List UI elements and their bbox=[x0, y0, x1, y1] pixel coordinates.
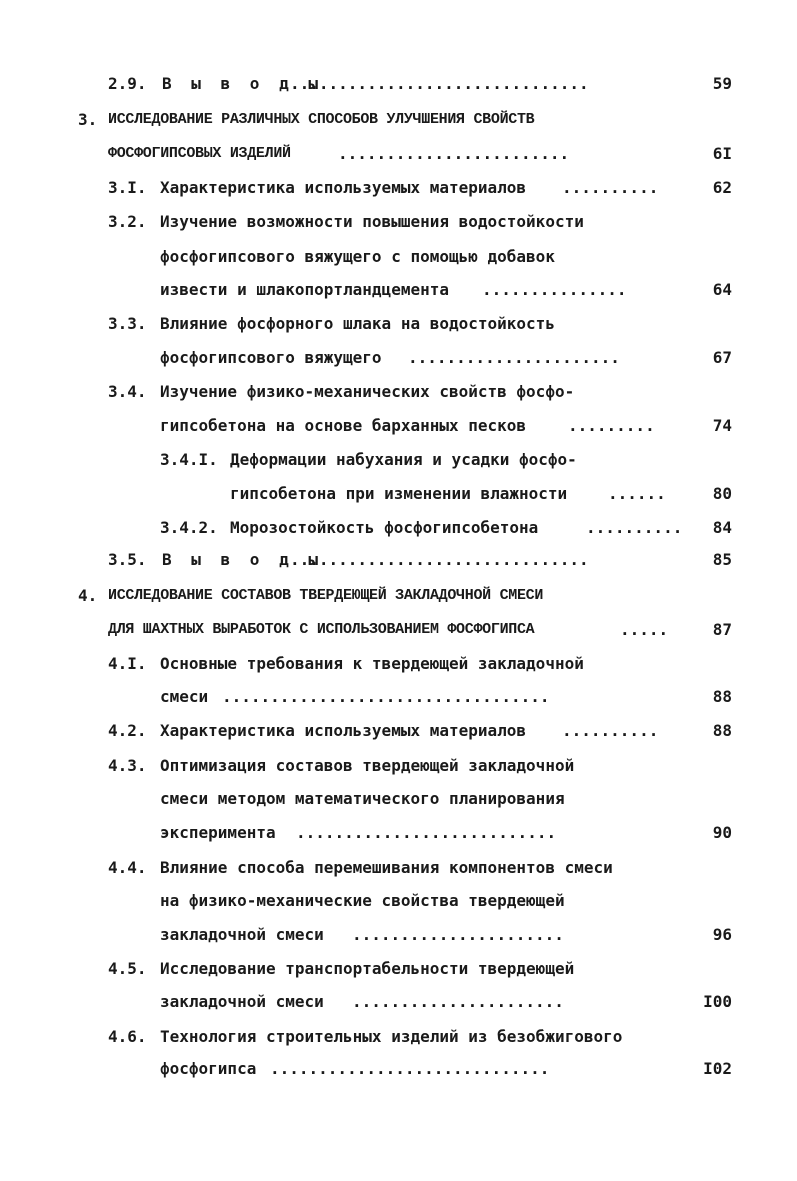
toc-entry[interactable] bbox=[0, 1025, 797, 1049]
entry-title-cont: гипсобетона на основе барханных песков bbox=[160, 416, 527, 435]
dot-leader: ...................... bbox=[352, 925, 564, 944]
entry-title: Оптимизация составов твердеющей закладочной bbox=[160, 756, 575, 775]
toc-entry[interactable] bbox=[0, 312, 797, 336]
chapter-title: ИССЛЕДОВАНИЕ РАЗЛИЧНЫХ СПОСОБОВ УЛУЧШЕНИЯ СВОЙСТВ bbox=[108, 111, 535, 128]
section-number: 4.4. bbox=[108, 858, 147, 877]
toc-entry-continuation[interactable] bbox=[0, 821, 797, 845]
page-number: I00 bbox=[703, 992, 732, 1011]
page-number: 74 bbox=[712, 416, 732, 435]
chapter-number: 4. bbox=[78, 586, 98, 605]
chapter-title-cont: ДЛЯ ШАХТНЫХ ВЫРАБОТОК С ИСПОЛЬЗОВАНИЕМ ФОСФОГИПСА bbox=[108, 621, 535, 638]
page-number: 67 bbox=[712, 348, 732, 367]
toc-entry[interactable] bbox=[0, 856, 797, 880]
page-number: 85 bbox=[712, 550, 732, 569]
toc-entry-continuation[interactable] bbox=[0, 990, 797, 1014]
dot-leader: .................................. bbox=[222, 687, 550, 706]
toc-entry-continuation[interactable] bbox=[0, 685, 797, 709]
entry-title: Влияние способа перемешивания компонентов смеси bbox=[160, 858, 613, 877]
page-number: 88 bbox=[712, 687, 732, 706]
page-number: 6I bbox=[712, 144, 732, 163]
section-number: 2.9. bbox=[108, 74, 147, 93]
toc-subentry[interactable] bbox=[0, 448, 797, 472]
entry-title: Изучение возможности повышения водостойкости bbox=[160, 212, 584, 231]
entry-title: Характеристика используемых материалов bbox=[160, 721, 527, 740]
page-number: 64 bbox=[712, 280, 732, 299]
dot-leader: ........................... bbox=[296, 823, 557, 842]
entry-title: В ы в о д ы bbox=[162, 74, 323, 93]
toc-entry-continuation[interactable] bbox=[0, 1057, 797, 1081]
toc-entry-continuation[interactable] bbox=[0, 142, 797, 166]
section-number: 4.2. bbox=[108, 721, 147, 740]
entry-title: Деформации набухания и усадки фосфо- bbox=[230, 450, 577, 469]
page-number: 90 bbox=[712, 823, 732, 842]
toc-entry[interactable] bbox=[0, 652, 797, 676]
entry-title-cont: фосфогипса bbox=[160, 1059, 257, 1078]
entry-title: Изучение физико-механических свойств фосфо- bbox=[160, 382, 575, 401]
entry-title-cont: закладочной смеси bbox=[160, 925, 324, 944]
entry-title-cont: фосфогипсового вяжущего с помощью добавок bbox=[160, 247, 555, 266]
section-number: 3.4.2. bbox=[160, 518, 218, 537]
page-number: 87 bbox=[712, 620, 732, 639]
section-number: 3.4.I. bbox=[160, 450, 218, 469]
chapter-number: 3. bbox=[78, 110, 98, 129]
dot-leader: ...................... bbox=[352, 992, 564, 1011]
entry-title-cont: эксперимента bbox=[160, 823, 276, 842]
entry-title: В ы в о д ы bbox=[162, 550, 323, 569]
toc-chapter-entry[interactable] bbox=[0, 108, 797, 132]
section-number: 3.5. bbox=[108, 550, 147, 569]
toc-entry-continuation[interactable] bbox=[0, 618, 797, 642]
section-number: 4.3. bbox=[108, 756, 147, 775]
entry-title: Технология строительных изделий из безобжигового bbox=[160, 1027, 623, 1046]
dot-leader: ............................... bbox=[290, 74, 589, 93]
section-number: 3.3. bbox=[108, 314, 147, 333]
toc-entry[interactable] bbox=[0, 754, 797, 778]
entry-title-cont: гипсобетона при изменении влажности bbox=[230, 484, 568, 503]
toc-entry-continuation[interactable] bbox=[0, 889, 797, 913]
section-number: 4.5. bbox=[108, 959, 147, 978]
entry-title: Основные требования к твердеющей закладочной bbox=[160, 654, 584, 673]
entry-title-cont: закладочной смеси bbox=[160, 992, 324, 1011]
dot-leader: ...................... bbox=[408, 348, 620, 367]
entry-title-cont: смеси bbox=[160, 687, 209, 706]
dot-leader: ............................. bbox=[270, 1059, 550, 1078]
section-number: 3.4. bbox=[108, 382, 147, 401]
dot-leader: ........................ bbox=[338, 144, 570, 163]
section-number: 4.6. bbox=[108, 1027, 147, 1046]
toc-entry-continuation[interactable] bbox=[0, 482, 797, 506]
section-number: 3.2. bbox=[108, 212, 147, 231]
dot-leader: .......... bbox=[586, 518, 683, 537]
page-number: 84 bbox=[712, 518, 732, 537]
toc-entry-continuation[interactable] bbox=[0, 923, 797, 947]
toc-entry-continuation[interactable] bbox=[0, 414, 797, 438]
entry-title: Морозостойкость фосфогипсобетона bbox=[230, 518, 539, 537]
dot-leader: .......... bbox=[562, 178, 659, 197]
page-number: 80 bbox=[712, 484, 732, 503]
toc-entry-continuation[interactable] bbox=[0, 245, 797, 269]
dot-leader: ...... bbox=[608, 484, 666, 503]
toc-entry-continuation[interactable] bbox=[0, 346, 797, 370]
toc-entry[interactable] bbox=[0, 719, 797, 743]
toc-entry[interactable] bbox=[0, 957, 797, 981]
page-number: I02 bbox=[703, 1059, 732, 1078]
entry-title-cont: на физико-механические свойства твердеющей bbox=[160, 891, 565, 910]
toc-entry[interactable] bbox=[0, 72, 797, 96]
entry-title: Исследование транспортабельности твердеющей bbox=[160, 959, 575, 978]
dot-leader: ..... bbox=[620, 620, 669, 639]
entry-title-cont: извести и шлакопортландцемента bbox=[160, 280, 449, 299]
toc-entry-continuation[interactable] bbox=[0, 278, 797, 302]
dot-leader: ......... bbox=[568, 416, 655, 435]
entry-title: Влияние фосфорного шлака на водостойкость bbox=[160, 314, 555, 333]
toc-subentry[interactable] bbox=[0, 516, 797, 540]
page-number: 59 bbox=[712, 74, 732, 93]
page-number: 62 bbox=[712, 178, 732, 197]
toc-entry-continuation[interactable] bbox=[0, 787, 797, 811]
toc-chapter-entry[interactable] bbox=[0, 584, 797, 608]
toc-entry[interactable] bbox=[0, 380, 797, 404]
section-number: 4.I. bbox=[108, 654, 147, 673]
entry-title-cont: смеси методом математического планирования bbox=[160, 789, 565, 808]
page-number: 96 bbox=[712, 925, 732, 944]
toc-entry[interactable] bbox=[0, 210, 797, 234]
entry-title: Характеристика используемых материалов bbox=[160, 178, 527, 197]
dot-leader: ............................... bbox=[290, 550, 589, 569]
chapter-title-cont: ФОСФОГИПСОВЫХ ИЗДЕЛИЙ bbox=[108, 145, 291, 162]
chapter-title: ИССЛЕДОВАНИЕ СОСТАВОВ ТВЕРДЕЮЩЕЙ ЗАКЛАДОЧНОЙ СМЕСИ bbox=[108, 587, 544, 604]
toc-entry[interactable] bbox=[0, 176, 797, 200]
entry-title-cont: фосфогипсового вяжущего bbox=[160, 348, 382, 367]
toc-entry[interactable] bbox=[0, 548, 797, 572]
dot-leader: .......... bbox=[562, 721, 659, 740]
page-number: 88 bbox=[712, 721, 732, 740]
dot-leader: ............... bbox=[482, 280, 627, 299]
section-number: 3.I. bbox=[108, 178, 147, 197]
